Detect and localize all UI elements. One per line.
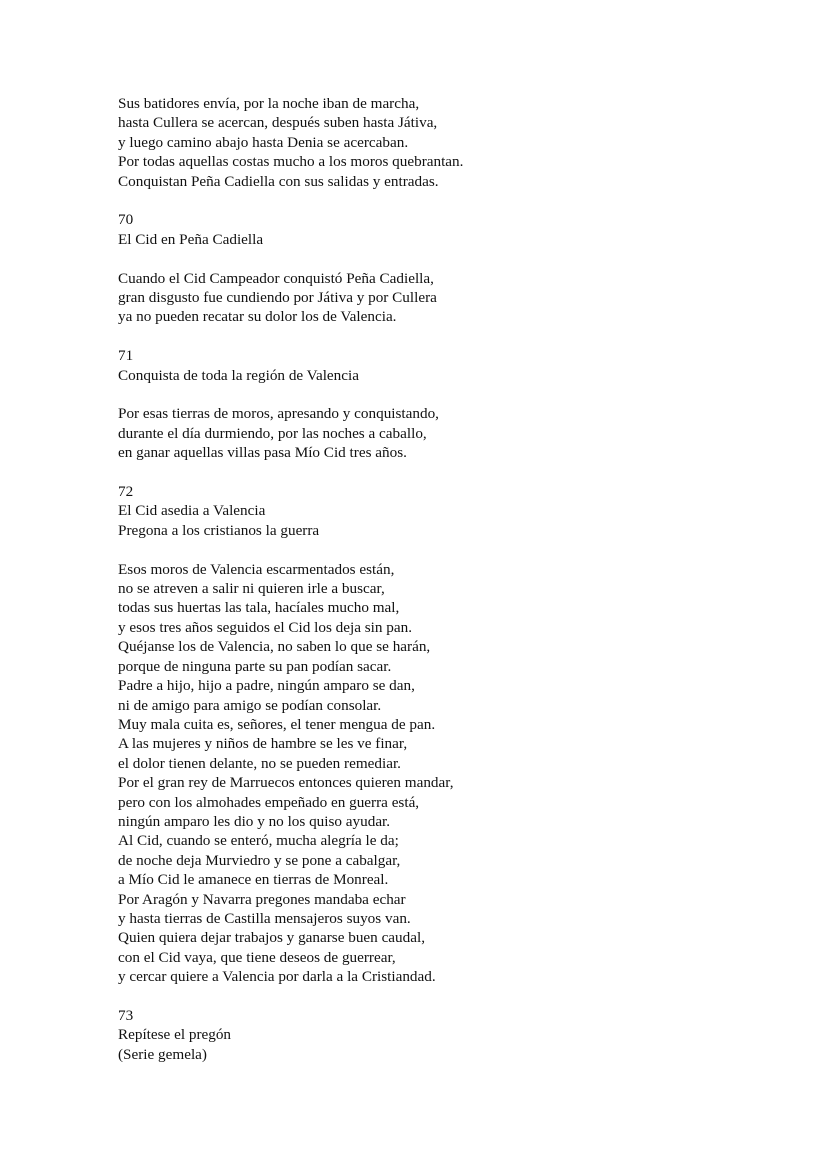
verse-line: el dolor tienen delante, no se pueden remediar.: [118, 754, 401, 772]
verse-line: ningún amparo les dio y no los quiso ayudar.: [118, 812, 391, 830]
section-title: Conquista de toda la región de Valencia: [118, 366, 359, 384]
section-subtitle: Pregona a los cristianos la guerra: [118, 521, 320, 539]
verse-line: gran disgusto fue cundiendo por Játiva y por Cullera: [118, 289, 437, 307]
verse-line: ya no pueden recatar su dolor los de Valencia.: [118, 308, 397, 326]
verse-line: Quien quiera dejar trabajos y ganarse buen caudal,: [118, 929, 425, 947]
section-number: 73: [118, 1006, 134, 1024]
verse-line: A las mujeres y niños de hambre se les ve finar,: [118, 735, 408, 753]
verse-line: hasta Cullera se acercan, después suben hasta Játiva,: [118, 114, 438, 132]
verse-line: de noche deja Murviedro y se pone a cabalgar,: [118, 851, 401, 869]
verse-line: Conquistan Peña Cadiella con sus salidas y entradas.: [118, 172, 439, 190]
verse-line: Sus batidores envía, por la noche iban de marcha,: [118, 95, 420, 112]
section-number: 71: [118, 347, 134, 365]
verse-line: Padre a hijo, hijo a padre, ningún amparo se dan,: [118, 677, 415, 695]
verse-line: y luego camino abajo hasta Denia se acercaban.: [118, 133, 409, 151]
verse-line: pero con los almohades empeñado en guerra está,: [118, 793, 420, 811]
section-subtitle: (Serie gemela): [118, 1045, 207, 1063]
verse-line: porque de ninguna parte su pan podían sacar.: [118, 657, 392, 675]
section-71-heading: [118, 346, 718, 385]
section-70-heading: [118, 210, 718, 249]
section-71-stanza: [118, 404, 718, 462]
verse-line: en ganar aquellas villas pasa Mío Cid tres años.: [118, 444, 407, 462]
document-page: [118, 94, 718, 1084]
verse-line: durante el día durmiendo, por las noches a caballo,: [118, 424, 427, 442]
verse-line: todas sus huertas las tala, hacíales mucho mal,: [118, 599, 400, 617]
section-title: Repítese el pregón: [118, 1026, 232, 1044]
verse-line: y hasta tierras de Castilla mensajeros suyos van.: [118, 909, 411, 927]
section-title: El Cid en Peña Cadiella: [118, 230, 264, 248]
verse-line: Muy mala cuita es, señores, el tener mengua de pan.: [118, 715, 436, 733]
verse-line: Quéjanse los de Valencia, no saben lo que se harán,: [118, 638, 431, 656]
section-title: El Cid asedia a Valencia: [118, 502, 266, 520]
verse-line: Por el gran rey de Marruecos entonces quieren mandar,: [118, 774, 454, 792]
verse-line: con el Cid vaya, que tiene deseos de guerrear,: [118, 948, 396, 966]
verse-line: Por todas aquellas costas mucho a los moros quebrantan.: [118, 153, 464, 171]
section-70-stanza: [118, 269, 718, 327]
verse-line: Al Cid, cuando se enteró, mucha alegría le da;: [118, 832, 399, 850]
verse-line: no se atreven a salir ni quieren irle a buscar,: [118, 580, 385, 598]
verse-line: Por esas tierras de moros, apresando y conquistando,: [118, 405, 439, 423]
verse-line: ni de amigo para amigo se podían consolar.: [118, 696, 382, 714]
section-73-heading: [118, 1006, 718, 1064]
verse-line: a Mío Cid le amanece en tierras de Monreal.: [118, 871, 389, 889]
verse-line: Esos moros de Valencia escarmentados están,: [118, 560, 395, 578]
verse-line: y cercar quiere a Valencia por darla a la Cristiandad.: [118, 968, 436, 986]
verse-line: Por Aragón y Navarra pregones mandaba echar: [118, 890, 406, 908]
section-72-stanza: [118, 560, 718, 987]
section-number: 70: [118, 211, 134, 229]
verse-line: y esos tres años seguidos el Cid los deja sin pan.: [118, 618, 413, 636]
stanza-intro: [118, 94, 718, 191]
section-72-heading: [118, 482, 718, 540]
section-number: 72: [118, 483, 134, 501]
verse-line: Cuando el Cid Campeador conquistó Peña Cadiella,: [118, 269, 434, 287]
